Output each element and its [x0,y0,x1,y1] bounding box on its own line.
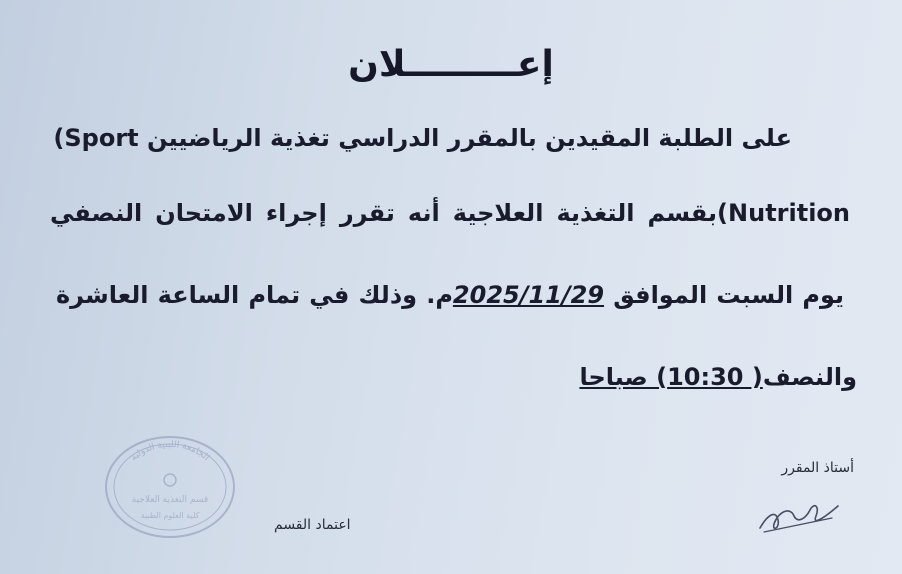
announcement-line-2: Nutrition)بقسم التغذية العلاجية أنه تقرر إجراء الامتحان النصفي [50,199,850,227]
department-label: اعتماد القسم [274,517,351,533]
crescent-icon [164,474,176,486]
stamp-ring-text: الجامعة الليبية الدولية [129,439,212,464]
announcement-title: إعـــــــــلان [348,44,554,85]
line-3-prefix: يوم السبت الموافق [613,281,844,309]
stamp-center-text: قسم التغذية العلاجية [131,495,209,505]
department-stamp [100,432,240,542]
announcement-line-3 [56,281,844,309]
stamp-bottom-text: كلية العلوم الطبية [140,511,200,520]
svg-text:الجامعة الليبية الدولية [129,440,211,463]
exam-date-value: 2025/11/29 [452,281,605,309]
announcement-line-4 [557,363,857,391]
line-3-suffix: م. وذلك في تمام الساعة العاشرة [56,281,453,309]
announcement-line-1: على الطلبة المقيدين بالمقرر الدراسي تغذية الرياضيين Sport) [53,124,792,152]
professor-label: أستاذ المقرر [781,460,854,476]
exam-date [453,281,604,309]
exam-time: ( 10:30) صباحا [579,363,763,391]
line-4-prefix: والنصف [762,363,857,391]
professor-signature [754,488,844,538]
